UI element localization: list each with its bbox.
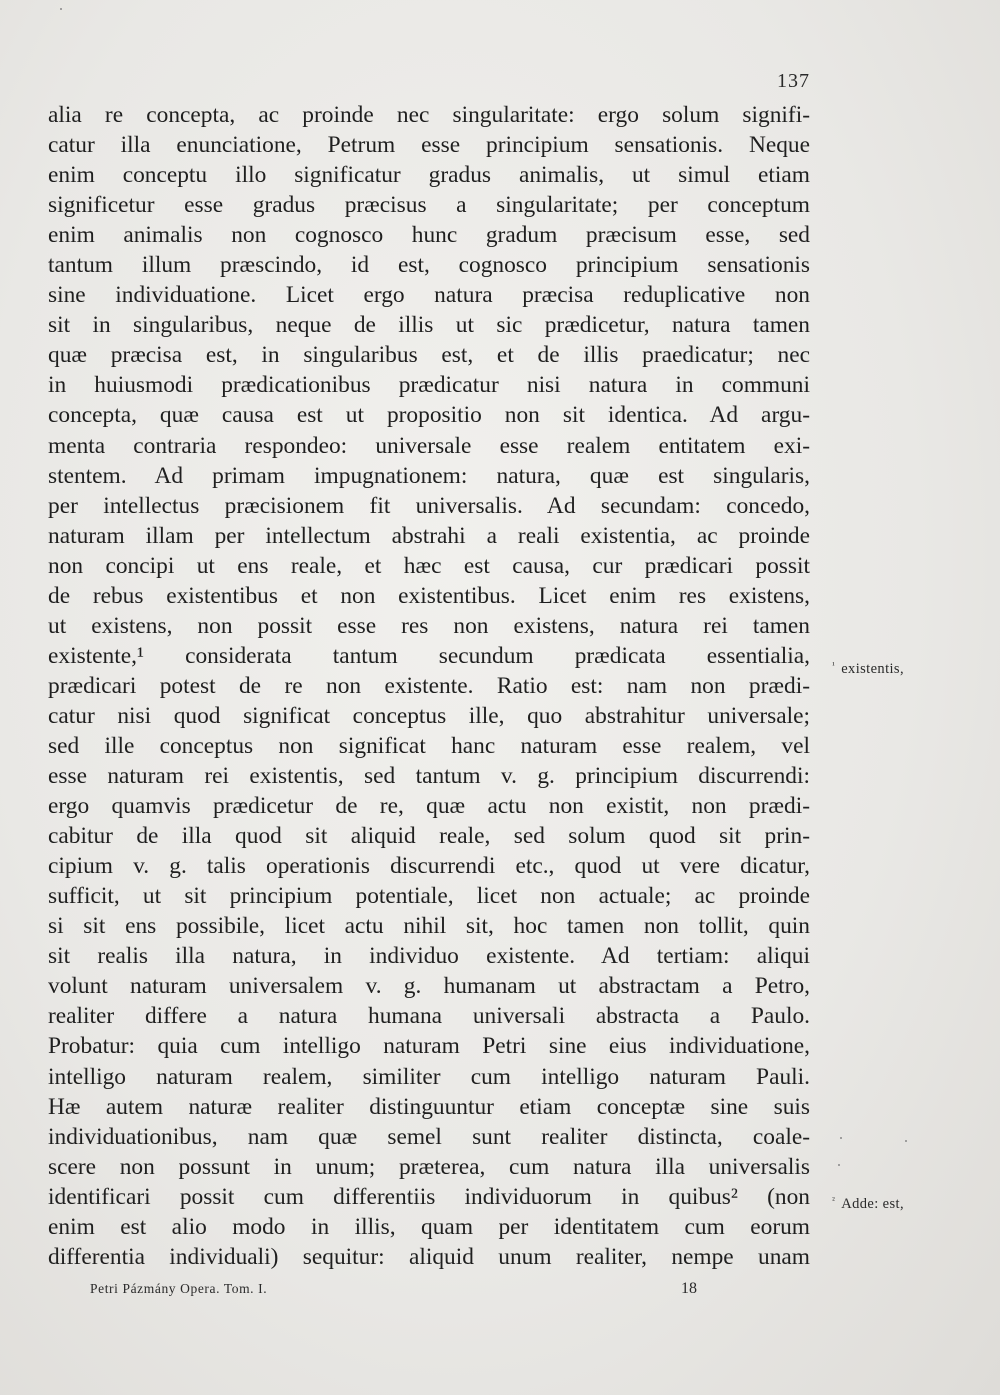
text-line: enim conceptu illo significatur gradus animalis, ut simul etiam (48, 162, 810, 189)
text-line: Probatur: quia cum intelligo naturam Petri sine eius individuatione, (48, 1033, 810, 1060)
text-line: intelligo naturam realem, similiter cum intelligo naturam Pauli. (48, 1063, 810, 1090)
text-line: sit realis illa natura, in individuo existente. Ad tertiam: aliqui (48, 943, 810, 970)
margin-note-marker: ¹ (832, 660, 836, 670)
text-line: individuationibus, nam quæ semel sunt realiter distincta, coale- (48, 1123, 810, 1150)
text-line: alia re concepta, ac proinde nec singularitate: ergo solum signifi- (48, 102, 810, 128)
running-footer: Petri Pázmány Opera. Tom. I. (90, 1281, 268, 1296)
text-line: scere non possunt in unum; præterea, cum natura illa universalis (48, 1153, 810, 1180)
text-line: realiter differe a natura humana universali abstracta a Paulo. (48, 1003, 810, 1030)
text-line: quæ præcisa est, in singularibus est, et de illis praedicatur; nec (48, 342, 810, 369)
text-line: cipium v. g. talis operationis discurrendi etc., quod ut vere dicatur, (48, 853, 810, 880)
text-line: sit in singularibus, neque de illis ut sic prædicetur, natura tamen (48, 312, 810, 339)
text-line: Hæ autem naturæ realiter distinguuntur etiam conceptæ sine suis (48, 1093, 810, 1120)
text-line: sufficit, ut sit principium potentiale, licet non actuale; ac proinde (48, 883, 810, 910)
margin-note-2 (832, 1195, 904, 1213)
paper-speck (838, 1164, 840, 1166)
paper-speck (840, 1137, 842, 1139)
page-number: 137 (777, 70, 810, 92)
text-line: non concipi ut ens reale, et hæc est causa, cur prædicari possit (48, 552, 810, 579)
margin-note-text: Adde: est, (841, 1196, 904, 1212)
text-line: cabitur de illa quod sit aliquid reale, sed solum quod sit prin- (48, 823, 810, 850)
text-line: esse naturam rei existentis, sed tantum v. g. principium discurrendi: (48, 763, 810, 790)
text-line: sine individuatione. Licet ergo natura præcisa reduplicative non (48, 282, 810, 309)
text-line: stentem. Ad primam impugnationem: natura, quæ est singularis, (48, 462, 810, 489)
text-line: catur nisi quod significat conceptus ille, quo abstrahitur universale; (48, 702, 810, 729)
text-line: si sit ens possibile, licet actu nihil sit, hoc tamen non tollit, quin (48, 913, 810, 940)
text-line: existente,¹ considerata tantum secundum prædicata essentialia, (48, 642, 810, 669)
text-line: ut existens, non possit esse res non existens, natura rei tamen (48, 612, 810, 639)
text-line: menta contraria respondeo: universale esse realem entitatem exi- (48, 432, 810, 459)
text-line: significetur esse gradus præcisus a singularitate; per conceptum (48, 192, 810, 219)
paper-speck (905, 1140, 907, 1142)
text-line: ergo quamvis prædicetur de re, quæ actu non existit, non prædi- (48, 793, 810, 820)
margin-note-1 (832, 660, 904, 678)
text-line: concepta, quæ causa est ut propositio non sit identica. Ad argu- (48, 402, 810, 429)
paper-speck (60, 8, 62, 10)
text-line: catur illa enunciatione, Petrum esse principium sensationis. Neque (48, 132, 810, 159)
text-line: naturam illam per intellectum abstrahi a reali existentia, ac proinde (48, 522, 810, 549)
main-text-block (48, 100, 810, 1272)
text-line: enim est alio modo in illis, quam per identitatem cum eorum (48, 1213, 810, 1240)
text-line: identificari possit cum differentiis individuorum in quibus² (non (48, 1183, 810, 1210)
text-line: de rebus existentibus et non existentibus. Licet enim res existens, (48, 582, 810, 609)
text-line: sed ille conceptus non significat hanc naturam esse realem, vel (48, 732, 810, 759)
margin-note-text: existentis, (841, 661, 904, 677)
text-line: volunt naturam universalem v. g. humanam ut abstractam a Petro, (48, 973, 810, 1000)
text-line: in huiusmodi prædicationibus prædicatur nisi natura in communi (48, 372, 810, 399)
margin-note-marker: ² (832, 1195, 836, 1205)
signature-mark: 18 (681, 1280, 697, 1297)
text-line: per intellectus præcisionem fit universalis. Ad secundam: concedo, (48, 492, 810, 519)
text-line: differentia individuali) sequitur: aliquid unum realiter, nempe unam (48, 1243, 810, 1270)
text-line: enim animalis non cognosco hunc gradum præcisum esse, sed (48, 222, 810, 249)
text-line: prædicari potest de re non existente. Ratio est: nam non prædi- (48, 672, 810, 699)
text-line: tantum illum præscindo, id est, cognosco principium sensationis (48, 252, 810, 279)
